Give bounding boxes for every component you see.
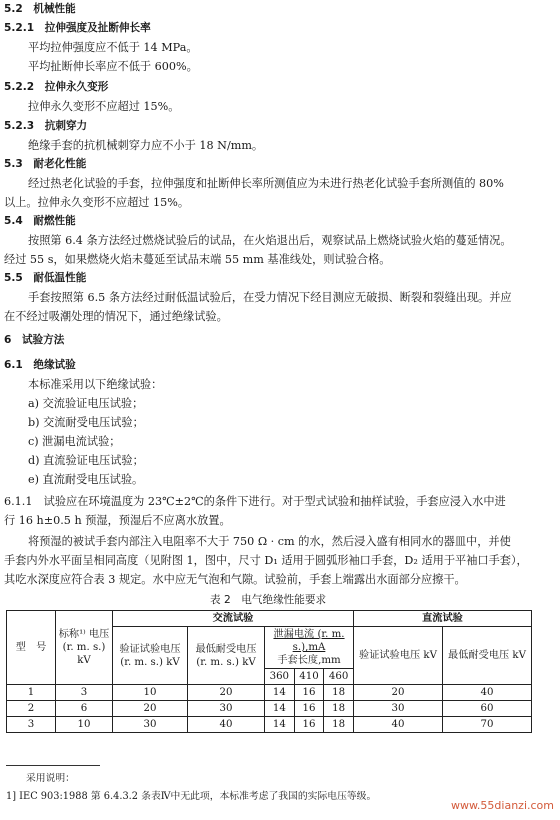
paragraph-line: 按照第 6.4 条方法经过燃烧试验后的试品，在火焰退出后，观察试品上燃烧试验火焰的蔓延情况。 — [28, 234, 512, 247]
cell: 40 — [188, 717, 265, 733]
table-row — [7, 701, 532, 717]
header-length-360: 360 — [265, 669, 295, 685]
cell: 16 — [294, 685, 324, 701]
paragraph-line: 经过热老化试验的手套，拉伸强度和扯断伸长率所测值应为未进行热老化试验手套所测值的 80% — [28, 177, 504, 190]
cell: 30 — [188, 701, 265, 717]
header-leakage-label: 泄漏电流 (r. m. s.),mA — [273, 629, 345, 653]
cell: 10 — [113, 685, 188, 701]
cell: 14 — [265, 717, 295, 733]
section-5-2-1-heading: 5.2.1 拉伸强度及扯断伸长率 — [4, 22, 151, 34]
table-row — [7, 685, 532, 701]
header-dc-test: 直流试验 — [354, 611, 532, 627]
footnote-title: 采用说明： — [26, 773, 75, 784]
cell: 10 — [56, 717, 113, 733]
cell: 20 — [354, 685, 443, 701]
header-nominal-voltage: 标称¹⁾ 电压 (r. m. s.) kV — [56, 611, 113, 685]
cell: 40 — [354, 717, 443, 733]
cell: 18 — [324, 701, 354, 717]
header-length-410: 410 — [294, 669, 324, 685]
section-6-heading: 6 试验方法 — [4, 334, 65, 346]
paragraph-line: 平均扯断伸长率应不低于 600%。 — [28, 60, 198, 73]
paragraph-line: 拉伸永久变形不应超过 15%。 — [28, 100, 180, 113]
table-row — [7, 717, 532, 733]
cell: 40 — [443, 685, 532, 701]
header-ac-proof-voltage: 验证试验电压 (r. m. s.) kV — [113, 627, 188, 685]
cell: 2 — [7, 701, 56, 717]
section-5-5-heading: 5.5 耐低温性能 — [4, 272, 87, 284]
cell: 30 — [354, 701, 443, 717]
table-caption: 表 2 电气绝缘性能要求 — [210, 594, 327, 606]
list-item: b) 交流耐受电压试验； — [28, 416, 144, 429]
section-5-4-heading: 5.4 耐燃性能 — [4, 215, 76, 227]
list-item: d) 直流验证电压试验； — [28, 454, 144, 467]
paragraph-line: 行 16 h±0.5 h 预湿，预湿后不应离水放置。 — [4, 514, 231, 527]
header-dc-withstand-voltage: 最低耐受电压 kV — [443, 627, 532, 685]
paragraph-line: 将预湿的被试手套内部注入电阻率不大于 750 Ω · cm 的水，然后浸入盛有相同水的器皿中，并使 — [28, 535, 511, 548]
cell: 6 — [56, 701, 113, 717]
cell: 16 — [294, 701, 324, 717]
list-item: e) 直流耐受电压试验。 — [28, 473, 144, 486]
header-glove-length: 手套长度,mm — [277, 655, 341, 666]
cell: 14 — [265, 685, 295, 701]
header-leakage-current — [265, 627, 354, 669]
cell: 3 — [56, 685, 113, 701]
paragraph-line: 本标准采用以下绝缘试验： — [28, 378, 163, 391]
paragraph-line: 在不经过吸潮处理的情况下，通过绝缘试验。 — [4, 310, 228, 323]
cell: 18 — [324, 717, 354, 733]
paragraph-line: 以上。拉伸永久变形不应超过 15%。 — [4, 196, 190, 209]
section-5-2-heading: 5.2 机械性能 — [4, 3, 76, 15]
section-5-3-heading: 5.3 耐老化性能 — [4, 158, 87, 170]
section-5-2-3-heading: 5.2.3 抗刺穿力 — [4, 120, 88, 132]
cell: 16 — [294, 717, 324, 733]
list-item: c) 泄漏电流试验； — [28, 435, 121, 448]
paragraph-line: 经过 55 s，如果燃烧火焰未蔓延至试品末端 55 mm 基准线处，则试验合格。 — [4, 253, 391, 266]
electrical-insulation-table — [6, 610, 532, 733]
footnote-divider — [6, 765, 100, 766]
list-item: a) 交流验证电压试验； — [28, 397, 144, 410]
paragraph-line: 6.1.1 试验应在环境温度为 23℃±2℃的条件下进行。对于型式试验和抽样试验，手套应浸入水中进 — [4, 495, 506, 508]
paragraph-line: 手套内外水平面呈相同高度（见附图 1，图中，尺寸 D₁ 适用于圆弧形袖口手套，D₂ 适用于平袖口手套）， — [4, 554, 528, 567]
footnote-text: 1] IEC 903:1988 第 6.4.3.2 条表Ⅳ中无此项，本标准考虑了我国的实际电压等级。 — [6, 791, 377, 802]
section-6-1-heading: 6.1 绝缘试验 — [4, 359, 76, 371]
header-ac-withstand-voltage: 最低耐受电压 (r. m. s.) kV — [188, 627, 265, 685]
paragraph-line: 手套按照第 6.5 条方法经过耐低温试验后，在受力情况下经目测应无破损、断裂和裂缝出现。并应 — [28, 291, 512, 304]
cell: 20 — [188, 685, 265, 701]
cell: 14 — [265, 701, 295, 717]
paragraph-line: 其吃水深度应符合表 3 规定。水中应无气泡和气隙。试验前，手套上端露出水面部分应擦干。 — [4, 573, 466, 586]
header-length-460: 460 — [324, 669, 354, 685]
paragraph-line: 平均拉伸强度应不低于 14 MPa。 — [28, 41, 198, 54]
cell: 18 — [324, 685, 354, 701]
cell: 20 — [113, 701, 188, 717]
cell: 1 — [7, 685, 56, 701]
cell: 60 — [443, 701, 532, 717]
paragraph-line: 绝缘手套的抗机械刺穿力应不小于 18 N/mm。 — [28, 139, 264, 152]
cell: 3 — [7, 717, 56, 733]
watermark: www.55dianzi.com — [450, 799, 554, 812]
cell: 70 — [443, 717, 532, 733]
header-dc-proof-voltage: 验证试验电压 kV — [354, 627, 443, 685]
cell: 30 — [113, 717, 188, 733]
section-5-2-2-heading: 5.2.2 拉伸永久变形 — [4, 81, 109, 93]
header-model: 型 号 — [7, 611, 56, 685]
header-ac-test: 交流试验 — [113, 611, 354, 627]
